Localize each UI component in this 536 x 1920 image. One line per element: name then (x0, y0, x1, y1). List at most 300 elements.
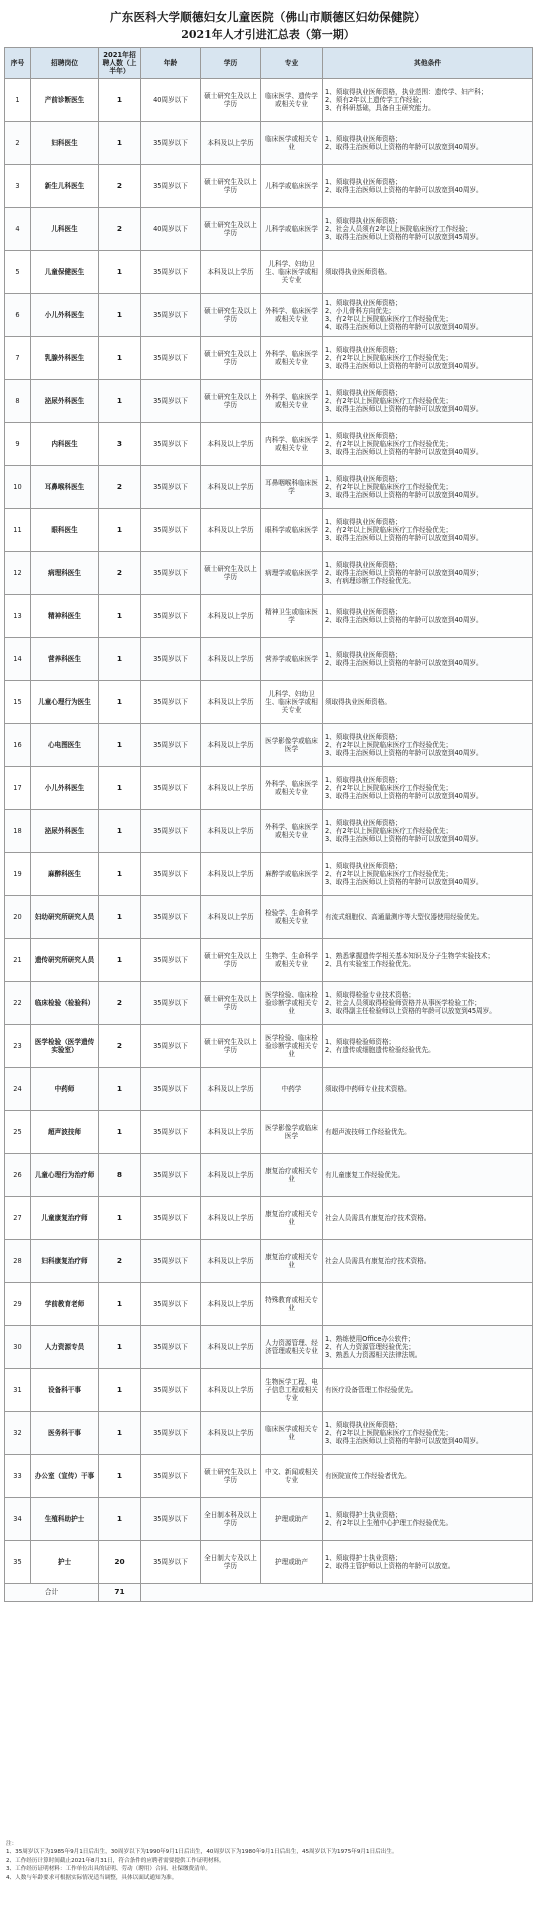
cell-no: 17 (5, 767, 31, 810)
cell-education: 硕士研究生及以上学历 (201, 1025, 261, 1068)
cell-no: 24 (5, 1068, 31, 1111)
total-label: 合计 (5, 1584, 99, 1602)
condition-line: 1、须取得执业医师资格； (325, 861, 402, 870)
cell-no: 8 (5, 380, 31, 423)
cell-no: 11 (5, 509, 31, 552)
table-row (5, 1455, 533, 1498)
cell-major: 临床医学、遗传学或相关专业 (261, 79, 323, 122)
cell-conditions (323, 423, 533, 466)
table-row (5, 423, 533, 466)
cell-education: 本科及以上学历 (201, 1111, 261, 1154)
cell-age: 35周岁以下 (141, 982, 201, 1025)
cell-count: 20 (99, 1541, 141, 1584)
cell-count: 1 (99, 724, 141, 767)
cell-age: 35周岁以下 (141, 853, 201, 896)
note-line: 注： (6, 1841, 18, 1847)
condition-line: 1、须取得执业医师资格； (325, 607, 402, 616)
cell-position: 新生儿科医生 (31, 165, 99, 208)
condition-line: 1、须取得执业医师资格； (325, 216, 402, 225)
cell-major: 内科学、临床医学或相关专业 (261, 423, 323, 466)
cell-major: 康复治疗或相关专业 (261, 1240, 323, 1283)
condition-line: 3、取得主治医师以上资格的年龄可以放宽到40周岁。 (325, 792, 483, 801)
cell-position: 临床检验（检验科） (31, 982, 99, 1025)
cell-age: 35周岁以下 (141, 767, 201, 810)
table-row (5, 681, 533, 724)
cell-count: 1 (99, 380, 141, 423)
cell-age: 35周岁以下 (141, 380, 201, 423)
cell-education: 本科及以上学历 (201, 122, 261, 165)
cell-no: 35 (5, 1541, 31, 1584)
condition-line: 2、须有2年以上遗传学工作经验； (325, 95, 426, 104)
cell-no: 28 (5, 1240, 31, 1283)
cell-conditions (323, 122, 533, 165)
cell-age: 35周岁以下 (141, 423, 201, 466)
cell-major: 临床医学或相关专业 (261, 1412, 323, 1455)
cell-age: 35周岁以下 (141, 165, 201, 208)
table-row (5, 509, 533, 552)
table-row (5, 896, 533, 939)
cell-count: 2 (99, 1025, 141, 1068)
table-row (5, 853, 533, 896)
cell-count: 1 (99, 1068, 141, 1111)
condition-line: 2、有2年以上医院临床医疗工作经验优先； (325, 826, 453, 835)
header-position: 招聘岗位 (31, 48, 99, 79)
cell-age: 35周岁以下 (141, 466, 201, 509)
table-row (5, 165, 533, 208)
cell-major: 病理学或临床医学 (261, 552, 323, 595)
table-row (5, 1240, 533, 1283)
cell-count: 1 (99, 939, 141, 982)
condition-line: 3、取得主治医师以上资格的年龄可以放宽到45周岁。 (325, 233, 483, 242)
cell-conditions (323, 380, 533, 423)
cell-age: 35周岁以下 (141, 595, 201, 638)
condition-line: 3、取得主治医师以上资格的年龄可以放宽到40周岁。 (325, 491, 483, 500)
condition-line: 2、有2年以上医院临床医疗工作经验优先； (325, 740, 453, 749)
cell-major: 医学检验、临床检验诊断学或相关专业 (261, 1025, 323, 1068)
cell-education: 硕士研究生及以上学历 (201, 552, 261, 595)
cell-age: 35周岁以下 (141, 1455, 201, 1498)
cell-conditions (323, 337, 533, 380)
cell-major: 外科学、临床医学或相关专业 (261, 810, 323, 853)
condition-line: 3、有病理诊断工作经验优先。 (325, 577, 415, 586)
cell-position: 办公室（宣传）干事 (31, 1455, 99, 1498)
cell-age: 35周岁以下 (141, 1283, 201, 1326)
cell-education: 本科及以上学历 (201, 1068, 261, 1111)
condition-line: 3、取得主治医师以上资格的年龄可以放宽到40周岁。 (325, 362, 483, 371)
condition-line: 1、须取得执业医师资格； (325, 517, 402, 526)
header-conditions: 其他条件 (323, 48, 533, 79)
cell-position: 人力资源专员 (31, 1326, 99, 1369)
condition-line: 3、取得主治医师以上资格的年龄可以放宽到40周岁。 (325, 878, 483, 887)
cell-age: 35周岁以下 (141, 1068, 201, 1111)
cell-major: 精神卫生或临床医学 (261, 595, 323, 638)
cell-education: 硕士研究生及以上学历 (201, 79, 261, 122)
cell-age: 35周岁以下 (141, 896, 201, 939)
cell-major: 护理或助产 (261, 1498, 323, 1541)
table-row (5, 767, 533, 810)
cell-conditions (323, 1068, 533, 1111)
cell-conditions (323, 896, 533, 939)
note-line: 3、工作经历证明材料：工作单位出具的证明、劳动（聘用）合同、社保缴费清单。 (6, 1866, 211, 1873)
cell-position: 心电图医生 (31, 724, 99, 767)
condition-line: 2、有2年以上医院临床医疗工作经验优先； (325, 783, 453, 792)
cell-count: 2 (99, 1240, 141, 1283)
cell-position: 眼科医生 (31, 509, 99, 552)
cell-major: 康复治疗或相关专业 (261, 1197, 323, 1240)
cell-education: 本科及以上学历 (201, 466, 261, 509)
table-row (5, 466, 533, 509)
header-count: 2021年招聘人数（上半年） (99, 48, 141, 79)
table-row (5, 1283, 533, 1326)
cell-major: 营养学或临床医学 (261, 638, 323, 681)
document-subtitle: 2021年人才引进汇总表（第一期） (181, 28, 355, 41)
condition-line: 1、须取得执业医师资格； (325, 474, 402, 483)
condition-line: 2、具有实验室工作经验优先。 (325, 960, 415, 968)
condition-line: 1、须取得检验专业技术资格； (325, 990, 415, 999)
cell-no: 9 (5, 423, 31, 466)
cell-major: 检验学、生命科学或相关专业 (261, 896, 323, 939)
cell-education: 本科及以上学历 (201, 638, 261, 681)
condition-line: 1、须取得执业医师资格； (325, 775, 402, 784)
cell-conditions (323, 853, 533, 896)
header-education: 学历 (201, 48, 261, 79)
cell-age: 35周岁以下 (141, 1541, 201, 1584)
cell-no: 14 (5, 638, 31, 681)
condition-line: 1、须取得执业医师资格； (325, 345, 402, 354)
table-row (5, 208, 533, 251)
cell-count: 1 (99, 1283, 141, 1326)
table-row (5, 380, 533, 423)
cell-major: 康复治疗或相关专业 (261, 1154, 323, 1197)
note-line: 4、人数与年龄要求可根据实际情况适当调整，具体以面试通知为准。 (6, 1874, 178, 1881)
cell-no: 20 (5, 896, 31, 939)
header-no: 序号 (5, 48, 31, 79)
cell-position: 医学检验（医学遗传实验室） (31, 1025, 99, 1068)
cell-major: 医学影像学或临床医学 (261, 1111, 323, 1154)
condition-line: 3、取得主治医师以上资格的年龄可以放宽到40周岁。 (325, 534, 483, 543)
cell-major: 医学影像学或临床医学 (261, 724, 323, 767)
cell-major: 耳鼻咽喉科临床医学 (261, 466, 323, 509)
cell-conditions (323, 1197, 533, 1240)
cell-major: 儿科学或临床医学 (261, 165, 323, 208)
cell-age: 35周岁以下 (141, 1197, 201, 1240)
cell-conditions (323, 939, 533, 982)
cell-count: 1 (99, 595, 141, 638)
table-row (5, 1154, 533, 1197)
cell-education: 硕士研究生及以上学历 (201, 939, 261, 982)
condition-line: 1、须取得检验师资格； (325, 1037, 396, 1046)
condition-line: 有医疗设备管理工作经验优先。 (325, 1385, 418, 1394)
cell-no: 19 (5, 853, 31, 896)
cell-position: 超声波技师 (31, 1111, 99, 1154)
condition-line: 有医院宣传工作经验者优先。 (325, 1471, 411, 1480)
table-row (5, 1025, 533, 1068)
condition-line: 1、须取得执业医师资格； (325, 1420, 402, 1429)
cell-conditions (323, 1025, 533, 1068)
cell-age: 35周岁以下 (141, 724, 201, 767)
cell-count: 2 (99, 208, 141, 251)
cell-age: 35周岁以下 (141, 1154, 201, 1197)
cell-position: 设备科干事 (31, 1369, 99, 1412)
cell-conditions (323, 1498, 533, 1541)
condition-line: 2、取得主治医师以上资格的年龄可以放宽到40周岁。 (325, 659, 483, 667)
table-row (5, 1412, 533, 1455)
total-empty (141, 1584, 533, 1602)
cell-position: 病理科医生 (31, 552, 99, 595)
recruitment-table (4, 47, 533, 1602)
condition-line: 1、熟悉掌握遗传学相关基本知识及分子生物学实验技术； (325, 951, 495, 960)
cell-major: 外科学、临床医学或相关专业 (261, 337, 323, 380)
cell-education: 硕士研究生及以上学历 (201, 294, 261, 337)
cell-position: 儿童心理行为医生 (31, 681, 99, 724)
condition-line: 2、有遗传或细胞遗传检验经验优先。 (325, 1046, 435, 1054)
table-row (5, 251, 533, 294)
cell-age: 35周岁以下 (141, 122, 201, 165)
cell-position: 乳腺外科医生 (31, 337, 99, 380)
cell-education: 本科及以上学历 (201, 810, 261, 853)
cell-count: 2 (99, 466, 141, 509)
table-row (5, 1541, 533, 1584)
cell-position: 妇科康复治疗师 (31, 1240, 99, 1283)
cell-no: 26 (5, 1154, 31, 1197)
cell-no: 4 (5, 208, 31, 251)
cell-no: 2 (5, 122, 31, 165)
cell-count: 2 (99, 982, 141, 1025)
table-row (5, 1369, 533, 1412)
cell-age: 35周岁以下 (141, 1025, 201, 1068)
cell-age: 35周岁以下 (141, 1326, 201, 1369)
cell-conditions (323, 767, 533, 810)
cell-conditions (323, 1455, 533, 1498)
note-line: 1、35周岁以下为1985年9月1日后出生，30周岁以下为1990年9月1日后出生，40周岁以下为1980年9月1日后出生，45周岁以下为1975年9月1日后出生。 (6, 1849, 398, 1856)
cell-no: 31 (5, 1369, 31, 1412)
cell-age: 35周岁以下 (141, 1111, 201, 1154)
table-row (5, 337, 533, 380)
cell-major: 外科学、临床医学或相关专业 (261, 380, 323, 423)
cell-position: 学前教育老师 (31, 1283, 99, 1326)
cell-conditions (323, 1541, 533, 1584)
cell-count: 1 (99, 509, 141, 552)
cell-count: 8 (99, 1154, 141, 1197)
cell-position: 小儿外科医生 (31, 767, 99, 810)
condition-line: 3、熟悉人力资源相关法律法规。 (325, 1351, 422, 1360)
table-header-row (5, 48, 533, 79)
document-title: 广东医科大学顺德妇女儿童医院（佛山市顺德区妇幼保健院） (110, 10, 426, 24)
notes-block (6, 1840, 530, 1882)
cell-education: 本科及以上学历 (201, 1369, 261, 1412)
cell-education: 本科及以上学历 (201, 1197, 261, 1240)
table-row (5, 1197, 533, 1240)
condition-line: 3、取得副主任检验师以上资格的年龄可以放宽到45周岁。 (325, 1007, 496, 1016)
condition-line: 1、须取得执业医师资格； (325, 298, 402, 307)
cell-no: 22 (5, 982, 31, 1025)
cell-education: 全日制本科及以上学历 (201, 1498, 261, 1541)
cell-education: 硕士研究生及以上学历 (201, 1455, 261, 1498)
cell-education: 硕士研究生及以上学历 (201, 380, 261, 423)
cell-no: 7 (5, 337, 31, 380)
cell-no: 34 (5, 1498, 31, 1541)
cell-position: 妇科医生 (31, 122, 99, 165)
condition-line: 1、须取得执业医师资格； (325, 560, 402, 569)
cell-conditions (323, 810, 533, 853)
condition-line: 2、有2年以上生殖中心护理工作经验优先。 (325, 1519, 453, 1527)
condition-line: 须取得执业医师资格。 (325, 697, 391, 706)
condition-line: 2、取得主治医师以上资格的年龄可以放宽到40周岁。 (325, 616, 483, 624)
cell-age: 35周岁以下 (141, 552, 201, 595)
cell-position: 耳鼻喉科医生 (31, 466, 99, 509)
cell-age: 40周岁以下 (141, 208, 201, 251)
cell-conditions (323, 595, 533, 638)
cell-conditions (323, 724, 533, 767)
cell-count: 1 (99, 1369, 141, 1412)
cell-major: 眼科学或临床医学 (261, 509, 323, 552)
cell-position: 妇幼研究所研究人员 (31, 896, 99, 939)
cell-no: 6 (5, 294, 31, 337)
cell-position: 儿科医生 (31, 208, 99, 251)
cell-no: 12 (5, 552, 31, 595)
cell-conditions (323, 466, 533, 509)
condition-line: 有流式细胞仪、高通量测序等大型仪器使用经验优先。 (325, 912, 484, 921)
cell-count: 3 (99, 423, 141, 466)
cell-education: 本科及以上学历 (201, 1154, 261, 1197)
table-row (5, 939, 533, 982)
table-row (5, 1326, 533, 1369)
table-row (5, 595, 533, 638)
table-row (5, 552, 533, 595)
cell-position: 精神科医生 (31, 595, 99, 638)
cell-conditions (323, 1111, 533, 1154)
cell-position: 内科医生 (31, 423, 99, 466)
cell-no: 30 (5, 1326, 31, 1369)
table-row (5, 1111, 533, 1154)
cell-education: 本科及以上学历 (201, 509, 261, 552)
table-row (5, 982, 533, 1025)
cell-count: 1 (99, 638, 141, 681)
cell-position: 儿童康复治疗师 (31, 1197, 99, 1240)
cell-age: 40周岁以下 (141, 79, 201, 122)
condition-line: 须取得中药师专业技术资格。 (325, 1084, 411, 1093)
cell-no: 23 (5, 1025, 31, 1068)
cell-education: 本科及以上学历 (201, 681, 261, 724)
table-row (5, 122, 533, 165)
condition-line: 4、取得主治医师以上资格的年龄可以放宽到40周岁。 (325, 323, 483, 332)
cell-count: 1 (99, 294, 141, 337)
cell-no: 33 (5, 1455, 31, 1498)
cell-education: 本科及以上学历 (201, 251, 261, 294)
condition-line: 3、取得主治医师以上资格的年龄可以放宽到40周岁。 (325, 448, 483, 457)
cell-conditions (323, 251, 533, 294)
cell-count: 1 (99, 681, 141, 724)
condition-line: 1、须取得执业医师资格； (325, 732, 402, 741)
cell-major: 麻醉学或临床医学 (261, 853, 323, 896)
condition-line: 1、须取得执业医师资格，执业范围：遗传学、妇产科； (325, 87, 488, 96)
cell-education: 本科及以上学历 (201, 595, 261, 638)
cell-count: 1 (99, 1197, 141, 1240)
cell-position: 麻醉科医生 (31, 853, 99, 896)
cell-position: 儿童保健医生 (31, 251, 99, 294)
cell-education: 本科及以上学历 (201, 1283, 261, 1326)
cell-conditions (323, 165, 533, 208)
cell-count: 1 (99, 896, 141, 939)
cell-major: 护理或助产 (261, 1541, 323, 1584)
cell-education: 本科及以上学历 (201, 1240, 261, 1283)
cell-major: 医学检验、临床检验诊断学或相关专业 (261, 982, 323, 1025)
cell-count: 1 (99, 122, 141, 165)
cell-age: 35周岁以下 (141, 337, 201, 380)
cell-no: 16 (5, 724, 31, 767)
cell-conditions (323, 1240, 533, 1283)
cell-major: 儿科学、妇幼卫生、临床医学或相关专业 (261, 681, 323, 724)
table-row (5, 810, 533, 853)
cell-conditions (323, 208, 533, 251)
cell-no: 21 (5, 939, 31, 982)
cell-conditions (323, 552, 533, 595)
condition-line: 2、取得主管护师以上资格的年龄可以放宽。 (325, 1562, 455, 1570)
condition-line: 1、须取得护士执业资格； (325, 1510, 402, 1519)
cell-age: 35周岁以下 (141, 1369, 201, 1412)
cell-education: 本科及以上学历 (201, 767, 261, 810)
table-row (5, 724, 533, 767)
cell-no: 29 (5, 1283, 31, 1326)
condition-line: 3、有2年以上医院临床医疗工作经验优先； (325, 315, 453, 323)
condition-line: 2、有2年以上医院临床医疗工作经验优先； (325, 525, 453, 534)
table-body (5, 79, 533, 1602)
cell-education: 本科及以上学历 (201, 1326, 261, 1369)
cell-major: 儿科学或临床医学 (261, 208, 323, 251)
cell-age: 35周岁以下 (141, 509, 201, 552)
cell-position: 生殖科助护士 (31, 1498, 99, 1541)
cell-count: 1 (99, 1498, 141, 1541)
condition-line: 社会人员需具有康复治疗技术资格。 (325, 1213, 431, 1222)
cell-education: 本科及以上学历 (201, 896, 261, 939)
cell-position: 泌尿外科医生 (31, 380, 99, 423)
title-block (0, 10, 536, 42)
condition-line: 2、有人力资源管理经验优先； (325, 1342, 415, 1351)
cell-position: 遗传研究所研究人员 (31, 939, 99, 982)
condition-line: 1、熟练使用Office办公软件； (325, 1334, 415, 1343)
note-line: 2、工作经历计算时间截止2021年8月31日，符合条件的应聘者需要提供工作证明材料。 (6, 1857, 225, 1864)
condition-line: 社会人员需具有康复治疗技术资格。 (325, 1256, 431, 1265)
condition-line: 2、社会人员须有2年以上医院临床医疗工作经验； (325, 224, 472, 233)
cell-conditions (323, 982, 533, 1025)
table-row (5, 638, 533, 681)
cell-major: 中药学 (261, 1068, 323, 1111)
cell-conditions (323, 1154, 533, 1197)
cell-age: 35周岁以下 (141, 638, 201, 681)
cell-no: 10 (5, 466, 31, 509)
cell-no: 25 (5, 1111, 31, 1154)
cell-age: 35周岁以下 (141, 294, 201, 337)
cell-education: 硕士研究生及以上学历 (201, 165, 261, 208)
condition-line: 1、须取得执业医师资格； (325, 388, 402, 397)
table-row (5, 79, 533, 122)
cell-conditions (323, 681, 533, 724)
cell-age: 35周岁以下 (141, 1412, 201, 1455)
cell-count: 1 (99, 79, 141, 122)
condition-line: 1、须取得执业医师资格； (325, 431, 402, 440)
cell-age: 35周岁以下 (141, 810, 201, 853)
cell-education: 本科及以上学历 (201, 423, 261, 466)
cell-position: 护士 (31, 1541, 99, 1584)
condition-line: 3、有科研基础，具备自主研究能力。 (325, 104, 435, 113)
condition-line: 3、取得主治医师以上资格的年龄可以放宽到40周岁。 (325, 1437, 483, 1446)
table-row (5, 294, 533, 337)
condition-line: 2、有2年以上医院临床医疗工作经验优先； (325, 869, 453, 878)
cell-no: 5 (5, 251, 31, 294)
condition-line: 2、取得主治医师以上资格的年龄可以放宽到40周岁。 (325, 143, 483, 151)
header-age: 年龄 (141, 48, 201, 79)
cell-education: 硕士研究生及以上学历 (201, 337, 261, 380)
